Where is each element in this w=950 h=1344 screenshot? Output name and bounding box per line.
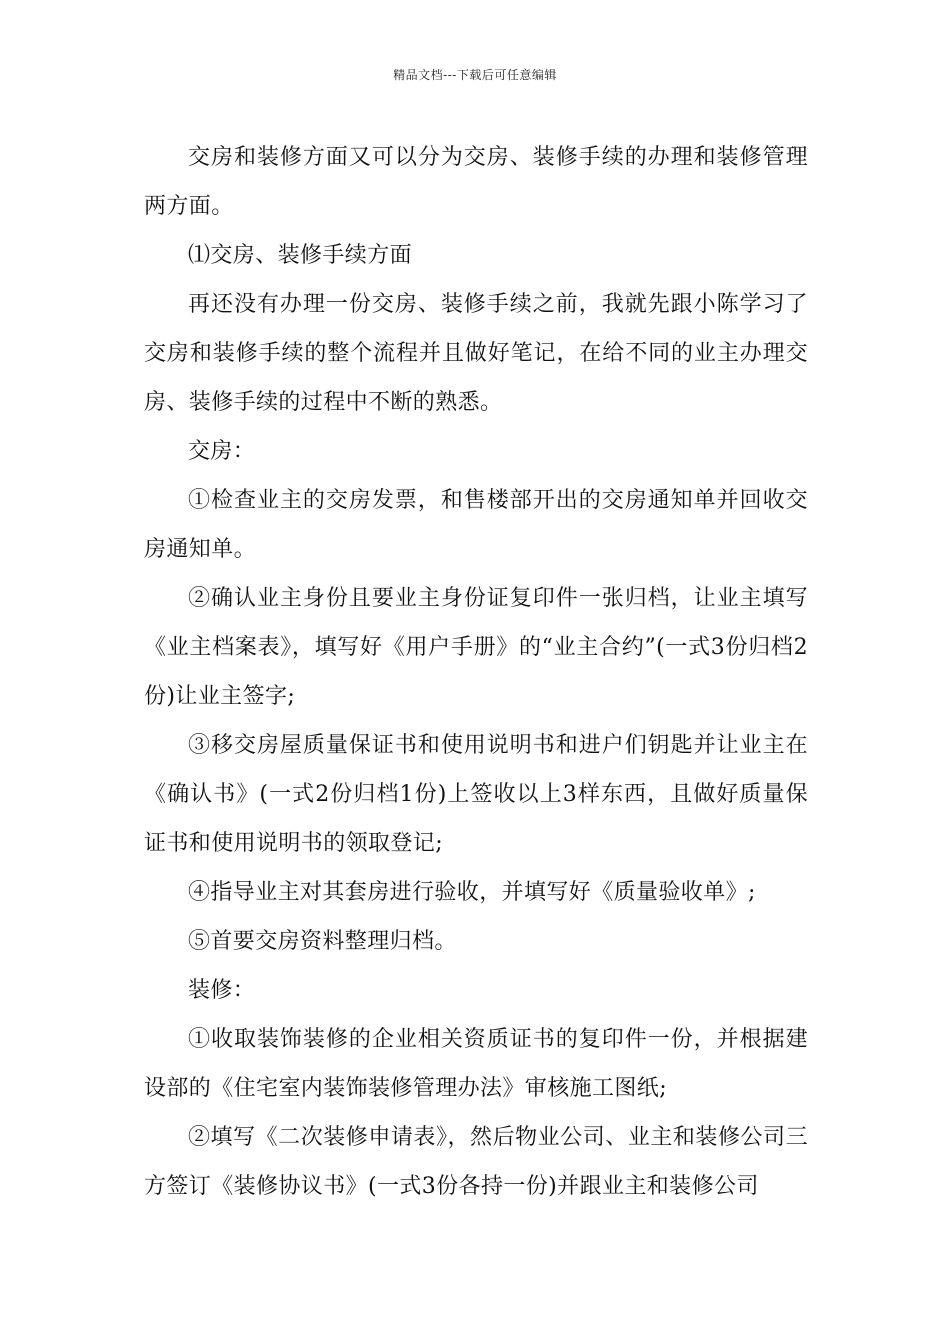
- paragraph-renovation-step-1: ①收取装饰装修的企业相关资质证书的复印件一份，并根据建设部的《住宅室内装饰装修管理办法》审核施工图纸;: [144, 1027, 808, 1101]
- page-header: 精品文档---下载后可任意编辑: [393, 68, 557, 82]
- paragraph-handover-step-2: ②确认业主身份且要业主身份证复印件一张归档，让业主填写《业主档案表》，填写好《用户手册》的“业主合约”(一式3份归档2份)让业主签字;: [144, 586, 808, 709]
- document-body: [144, 133, 808, 1211]
- paragraph-procedure-learning: 再还没有办理一份交房、装修手续之前，我就先跟小陈学习了交房和装修手续的整个流程并且做好笔记，在给不同的业主办理交房、装修手续的过程中不断的熟悉。: [144, 292, 808, 415]
- paragraph-handover-step-4: ④指导业主对其套房进行验收，并填写好《质量验收单》;: [188, 880, 756, 905]
- paragraph-handover-step-3: ③移交房屋质量保证书和使用说明书和进户们钥匙并让业主在《确认书》(一式2份归档1份)上签收以上3样东西，且做好质量保证书和使用说明书的领取登记;: [144, 733, 808, 856]
- paragraph-renovation-heading: 装修：: [188, 978, 256, 1003]
- paragraph-section-heading: ⑴交房、装修手续方面: [188, 243, 413, 268]
- paragraph-handover-heading: 交房：: [188, 439, 256, 464]
- paragraph-handover-step-5: ⑤首要交房资料整理归档。: [188, 929, 457, 954]
- paragraph-handover-step-1: ①检查业主的交房发票，和售楼部开出的交房通知单并回收交房通知单。: [144, 488, 808, 562]
- paragraph-renovation-step-2: ②填写《二次装修申请表》，然后物业公司、业主和装修公司三方签订《装修协议书》(一式3份各持一份)并跟业主和装修公司: [144, 1125, 808, 1199]
- paragraph-intro: 交房和装修方面又可以分为交房、装修手续的办理和装修管理两方面。: [144, 145, 808, 219]
